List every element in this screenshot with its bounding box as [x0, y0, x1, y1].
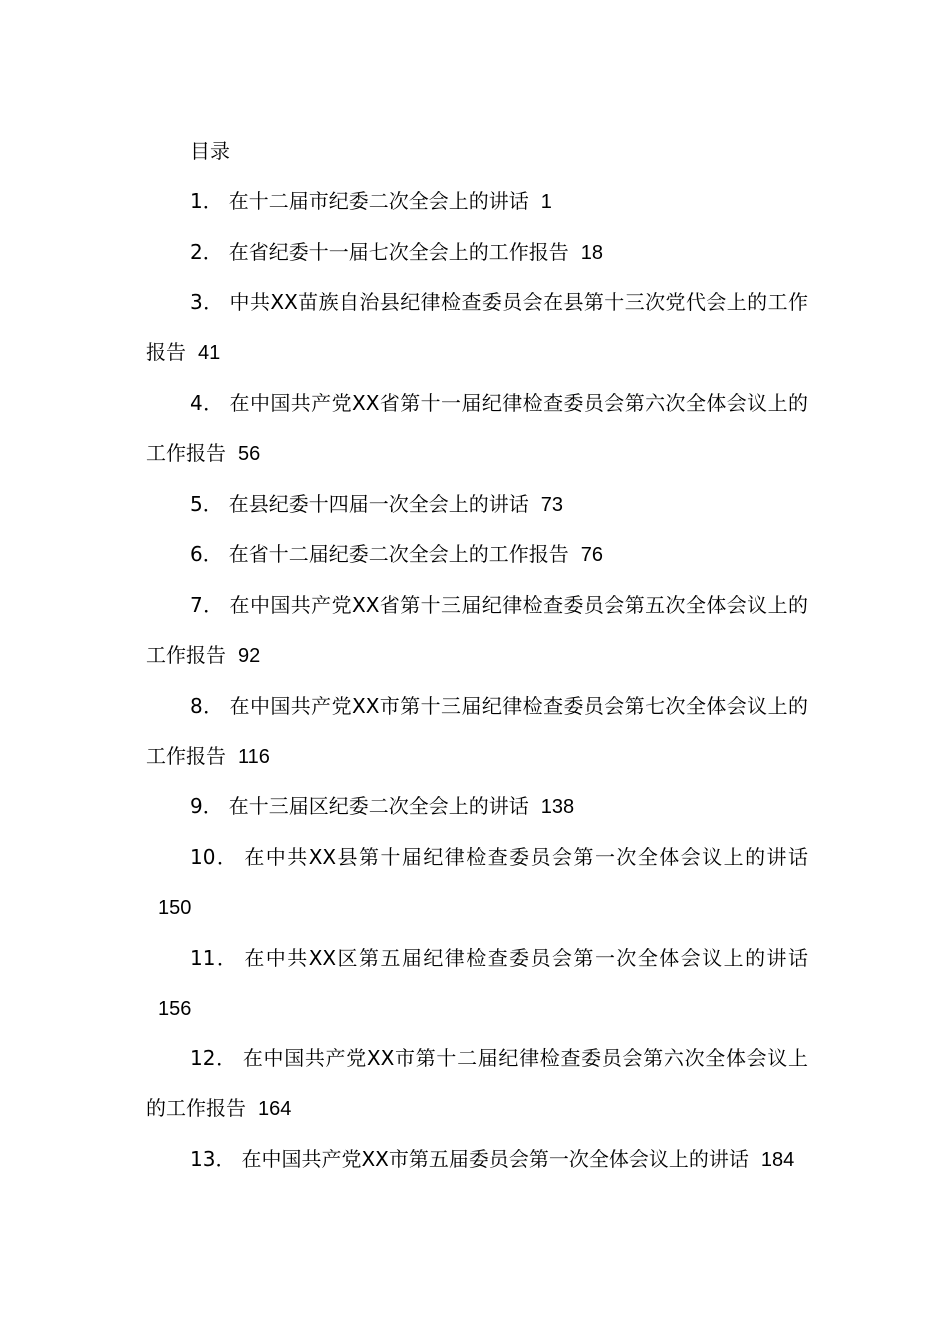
toc-entry-page: 116 — [238, 745, 270, 768]
toc-entry-page: 73 — [540, 493, 563, 516]
toc-entry — [146, 682, 808, 783]
toc-entry-number: 12． — [190, 1046, 237, 1071]
toc-entry-page: 92 — [238, 644, 261, 667]
toc-entry-title: 在中共XX县第十届纪律检查委员会第一次全体会议上的讲话 — [244, 845, 809, 870]
toc-entry-title: 在县纪委十四届一次全会上的讲话 — [228, 491, 529, 516]
toc-entry — [146, 833, 808, 934]
toc-entry — [146, 480, 808, 531]
toc-entry-title: 在中国共产党XX市第十二届纪律检查委员会第六次全体会议上的工作报告 — [146, 1046, 809, 1121]
toc-title: 目录 — [190, 139, 230, 163]
toc-entry — [146, 782, 808, 833]
toc-entry-number: 8． — [190, 693, 224, 718]
toc-entry-number: 3． — [190, 290, 224, 315]
toc-entry — [146, 228, 808, 279]
toc-content — [146, 127, 808, 1186]
toc-entry-page: 164 — [258, 1098, 292, 1121]
toc-entry — [146, 278, 808, 379]
toc-entry — [146, 379, 808, 480]
toc-entry-number: 2． — [190, 239, 223, 264]
toc-entry-number: 4． — [190, 390, 224, 415]
toc-entry-number: 10． — [190, 845, 239, 870]
toc-entry-title: 在省纪委十一届七次全会上的工作报告 — [228, 239, 569, 264]
toc-entry-page: 138 — [540, 796, 575, 819]
toc-entry-title: 在十三届区纪委二次全会上的讲话 — [228, 794, 529, 819]
toc-entry-title: 在中国共产党XX市第五届委员会第一次全体会议上的讲话 — [241, 1146, 749, 1171]
toc-entry — [146, 530, 808, 581]
toc-entry-page: 56 — [238, 442, 261, 465]
toc-entry — [146, 1034, 808, 1135]
toc-entry-title: 在中国共产党XX市第十三届纪律检查委员会第七次全体会议上的工作报告 — [146, 693, 808, 768]
toc-entry-number: 1． — [190, 188, 223, 213]
toc-entry-title: 在十二届市纪委二次全会上的讲话 — [228, 188, 529, 213]
toc-entry-page: 1 — [540, 190, 552, 213]
toc-entry-title: 在中共XX区第五届纪律检查委员会第一次全体会议上的讲话 — [244, 945, 809, 970]
toc-entry-title: 中共XX苗族自治县纪律检查委员会在县第十三次党代会上的工作报告 — [146, 290, 808, 365]
toc-entry — [146, 177, 808, 228]
toc-entry-number: 5． — [190, 491, 223, 516]
toc-entry — [146, 934, 808, 1035]
toc-entry-page: 184 — [760, 1148, 795, 1171]
toc-entry — [146, 581, 808, 682]
toc-entry-page: 150 — [158, 896, 192, 919]
toc-entry-number: 7． — [190, 593, 224, 618]
toc-entry-number: 6． — [190, 542, 223, 567]
toc-entry-number: 9． — [190, 794, 223, 819]
toc-entry-title: 在中国共产党XX省第十三届纪律检查委员会第五次全体会议上的工作报告 — [146, 593, 808, 667]
toc-entry-title: 在省十二届纪委二次全会上的工作报告 — [228, 542, 569, 567]
toc-entry — [146, 1135, 808, 1186]
toc-entry-page: 41 — [198, 342, 221, 365]
toc-entry-number: 13． — [190, 1146, 236, 1171]
toc-entry-page: 76 — [580, 544, 603, 567]
toc-entry-title: 在中国共产党XX省第十一届纪律检查委员会第六次全体会议上的工作报告 — [146, 390, 808, 465]
toc-entry-page: 156 — [158, 997, 192, 1020]
toc-entry-number: 11． — [190, 945, 239, 970]
toc-entry-page: 18 — [580, 241, 603, 264]
